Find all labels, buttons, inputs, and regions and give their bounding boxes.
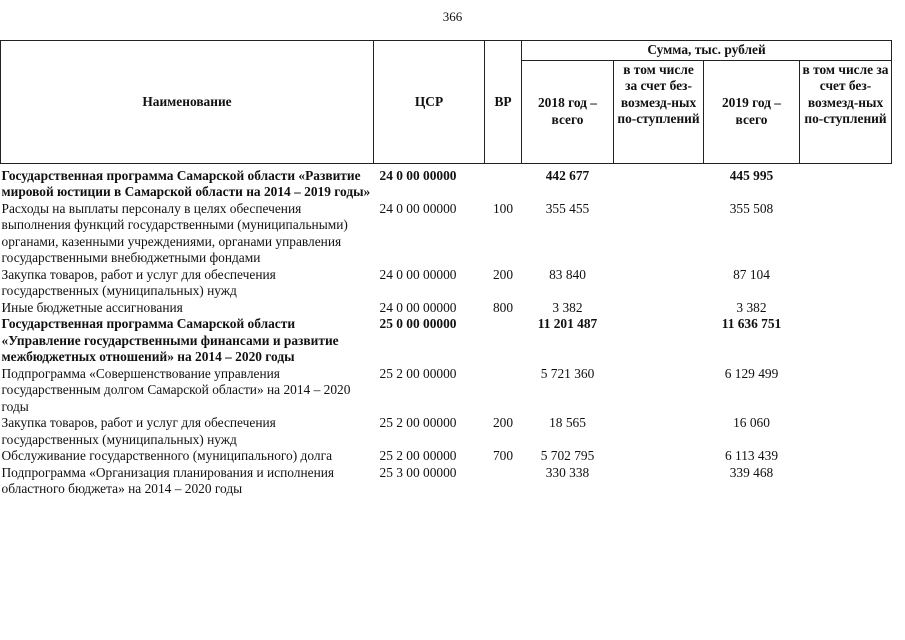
- row-name: Подпрограмма «Совершенствование управления государственным долгом Самарской области» на 2014 – 2020 годы: [1, 365, 351, 414]
- table-row: [1, 366, 892, 416]
- row-2018-total: 5 702 795: [540, 448, 595, 463]
- row-2019-total: 6 129 499: [724, 365, 779, 381]
- row-2019-free: [800, 267, 892, 300]
- budget-table: [0, 40, 892, 498]
- header-name: Наименование: [1, 41, 374, 164]
- row-2018-total: 3 382: [552, 299, 583, 315]
- row-2019-free: [800, 448, 892, 465]
- row-2019-free: [800, 300, 892, 317]
- row-2018-total: 442 677: [545, 167, 590, 183]
- row-csr: 24 0 00 00000: [379, 200, 457, 216]
- row-2018-total: 11 201 487: [537, 316, 598, 331]
- row-2019-total: 3 382: [736, 299, 767, 315]
- header-sum-group: Сумма, тыс. рублей: [522, 41, 892, 61]
- row-2018-free: [614, 366, 704, 416]
- row-vr: 200: [492, 266, 514, 282]
- row-vr: 200: [492, 415, 514, 430]
- row-2019-free: [800, 163, 892, 201]
- row-csr: 25 3 00 00000: [379, 464, 457, 480]
- row-2019-total: 11 636 751: [721, 316, 782, 331]
- row-name: Закупка товаров, работ и услуг для обеспечения государственных (муниципальных) нужд: [1, 266, 276, 298]
- row-vr: 800: [492, 299, 514, 315]
- row-2019-free: [800, 366, 892, 416]
- table-row: [1, 201, 892, 267]
- row-name: Подпрограмма «Организация планирования и исполнения областного бюджета» на 2014 – 2020 годы: [1, 464, 335, 496]
- table-row: [1, 465, 892, 498]
- row-vr: [485, 316, 522, 366]
- table-row: [1, 448, 892, 465]
- table-row: [1, 267, 892, 300]
- row-2019-free: [800, 465, 892, 498]
- row-2019-total: 339 468: [729, 464, 774, 480]
- header-2018-total: 2018 год – всего: [522, 60, 614, 163]
- row-2019-total: 87 104: [733, 266, 770, 282]
- row-2019-total: 6 113 439: [724, 448, 779, 463]
- row-name: Обслуживание государственного (муниципального) долга: [1, 448, 333, 463]
- row-2018-free: [614, 448, 704, 465]
- row-2018-total: 18 565: [549, 415, 586, 430]
- row-name: Расходы на выплаты персоналу в целях обеспечения выполнения функций государственными (муниципальными) органами, казенными учреждениями, органами управления государственными внебюджетными фондами: [1, 200, 348, 265]
- table-header: [1, 41, 892, 164]
- row-2018-free: [614, 300, 704, 317]
- row-2019-free: [800, 415, 892, 448]
- row-csr: 25 2 00 00000: [379, 415, 457, 430]
- page-number: 366: [442, 9, 463, 24]
- row-2019-free: [800, 316, 892, 366]
- row-2019-free: [800, 201, 892, 267]
- header-2018-free: в том числе за счет без-возмезд-ных по-ступлений: [614, 60, 704, 163]
- row-vr: 700: [492, 448, 514, 463]
- row-2018-free: [614, 163, 704, 201]
- row-vr: [485, 465, 522, 498]
- row-2018-free: [614, 465, 704, 498]
- row-csr: 24 0 00 00000: [379, 299, 457, 315]
- row-2018-total: 355 455: [545, 200, 590, 216]
- row-2018-total: 330 338: [545, 464, 590, 480]
- row-csr: 25 2 00 00000: [379, 365, 457, 381]
- row-name: Государственная программа Самарской области «Развитие мировой юстиции в Самарской области на 2014 – 2019 годы»: [1, 167, 371, 199]
- header-2019-total: 2019 год – всего: [704, 60, 800, 163]
- header-2019-free: в том числе за счет без-возмезд-ных по-ступлений: [800, 60, 892, 163]
- row-2018-free: [614, 267, 704, 300]
- table-row: [1, 316, 892, 366]
- row-2018-free: [614, 201, 704, 267]
- row-name: Государственная программа Самарской области «Управление государственными финансами и развитие межбюджетных отношений» на 2014 – 2020 годы: [1, 316, 339, 364]
- row-2018-total: 83 840: [549, 266, 586, 282]
- row-name: Иные бюджетные ассигнования: [1, 299, 183, 315]
- row-name: Закупка товаров, работ и услуг для обеспечения государственных (муниципальных) нужд: [1, 415, 276, 447]
- row-csr: 24 0 00 00000: [379, 167, 457, 183]
- row-2018-free: [614, 415, 704, 448]
- row-csr: 25 0 00 00000: [379, 316, 457, 331]
- row-vr: [485, 163, 522, 201]
- row-2018-free: [614, 316, 704, 366]
- row-vr: 100: [492, 200, 514, 216]
- row-csr: 25 2 00 00000: [379, 448, 457, 463]
- row-2019-total: 355 508: [729, 200, 774, 216]
- row-2019-total: 445 995: [729, 167, 774, 183]
- header-csr: ЦСР: [374, 41, 485, 164]
- table-row: [1, 415, 892, 448]
- row-2018-total: 5 721 360: [540, 365, 595, 381]
- row-csr: 24 0 00 00000: [379, 266, 457, 282]
- table-row: [1, 300, 892, 317]
- row-vr: [485, 366, 522, 416]
- table-row: [1, 163, 892, 201]
- header-vr: ВР: [485, 41, 522, 164]
- row-2019-total: 16 060: [733, 415, 770, 430]
- table-body: [1, 163, 892, 498]
